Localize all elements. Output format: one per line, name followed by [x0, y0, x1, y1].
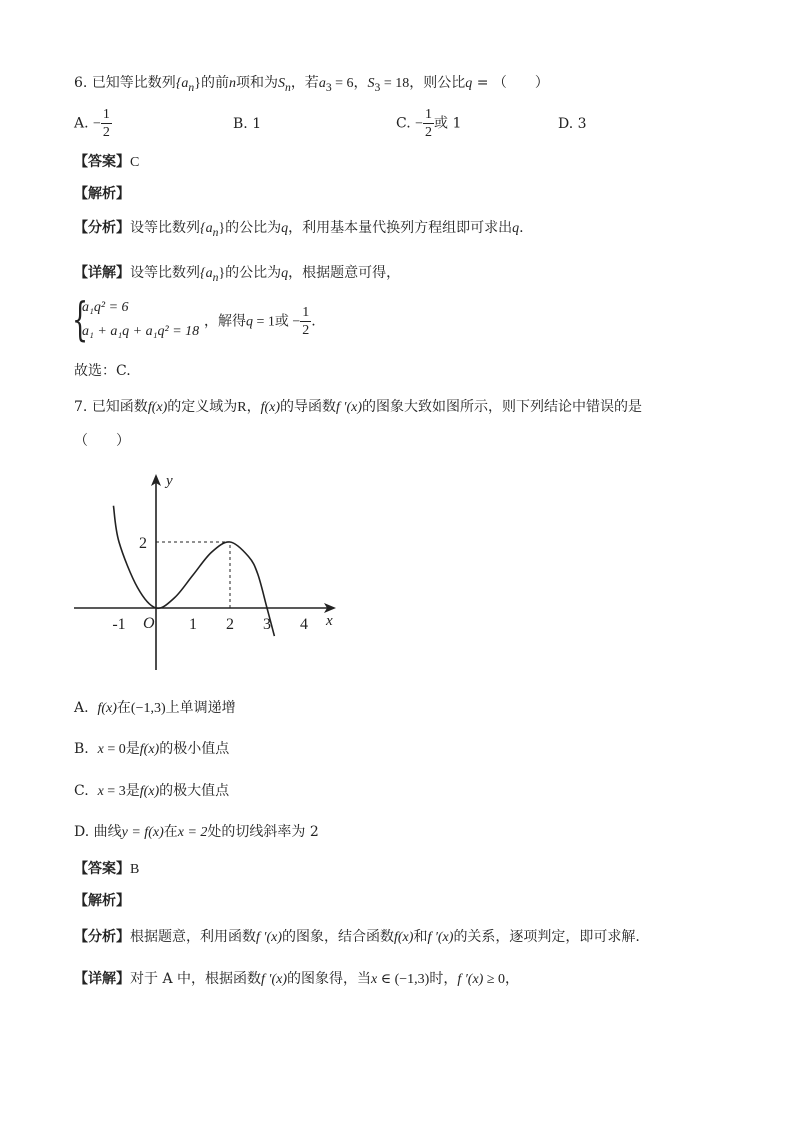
x-tick-label: 3 [263, 616, 271, 633]
q6-option-a: A. − $\frac{1}{2}$ [74, 107, 110, 140]
origin-label: O [143, 615, 155, 632]
q7-option-a: A. f(x)在(−1,3)上单调递增 [74, 700, 236, 716]
q7-option-d: D. 曲线y = f(x)在x = 2处的切线斜率为 2 [74, 824, 319, 840]
q6-number: 6. [74, 75, 88, 91]
q6-option-b: B. 1 [233, 116, 262, 132]
q7-option-c: C. x = 3是f(x)的极大值点 [74, 783, 230, 799]
derivative-graph [70, 465, 350, 675]
q6-option-c: C. − $\frac{1}{2}$ 或 1 [396, 107, 462, 140]
x-tick-label: 1 [189, 616, 197, 633]
q6-xiangjie: 【详解】设等比数列$\{a_n\}$的公比为q，根据题意可得， [74, 265, 401, 284]
q7-stem: 7. 已知函数f(x)的定义域为R，f(x)的导函数f ′(x)的图象大致如图所示，则下列结论中错误的是 [74, 399, 643, 415]
q7-paren: （ ） [74, 433, 130, 449]
q7-xiangjie: 【详解】对于 A 中，根据函数f ′(x)的图象得，当x ∈ (−1,3)时，f ′(x) ≥ 0， [74, 971, 520, 987]
q7-option-b: B. x = 0是f(x)的极小值点 [74, 741, 230, 757]
q7-fenxi: 【分析】根据题意，利用函数f ′(x)的图象，结合函数f(x)和f ′(x)的关系，逐项判定，即可求解. [74, 929, 640, 945]
q6-solution-fraction: $\frac{1}{2}$ [302, 305, 310, 338]
q6-solution: ，解得q = 1或 − $\frac{1}{2}$ . [204, 305, 316, 338]
q6-answer: 【答案】C [74, 154, 140, 170]
q6-option-a-fraction: $\frac{1}{2}$ [102, 107, 110, 140]
q6-select: 故选：C. [74, 363, 131, 379]
x-tick-label: -1 [112, 616, 126, 633]
y-tick-label: 2 [139, 535, 147, 552]
q7-analysis-heading: 【解析】 [74, 893, 130, 909]
x-tick-label: 4 [300, 616, 308, 633]
q6-option-d: D. 3 [558, 116, 587, 132]
q6-analysis-heading: 【解析】 [74, 186, 130, 202]
q7-answer: 【答案】B [74, 861, 140, 877]
equation-system-brace: { [72, 292, 89, 346]
q6-stem: 6. 已知等比数列$\{a_n\}$的前n项和为$S_n$，若$a_3 = 6$，$S_3 = 18$，则公比q = （ ） [74, 75, 549, 94]
x-axis-label: x [326, 613, 333, 629]
equation-line-1: a₁q² = 6 [82, 300, 129, 315]
equation-line-2: a₁ + a₁q + a₁q² = 18 [82, 324, 200, 339]
q6-fenxi: 【分析】设等比数列$\{a_n\}$的公比为q，利用基本量代换列方程组即可求出q. [74, 220, 524, 239]
q7-number: 7. [74, 399, 88, 415]
y-axis-label: y [166, 473, 173, 489]
x-tick-label: 2 [226, 616, 234, 633]
q6-option-c-fraction: $\frac{1}{2}$ [425, 107, 433, 140]
